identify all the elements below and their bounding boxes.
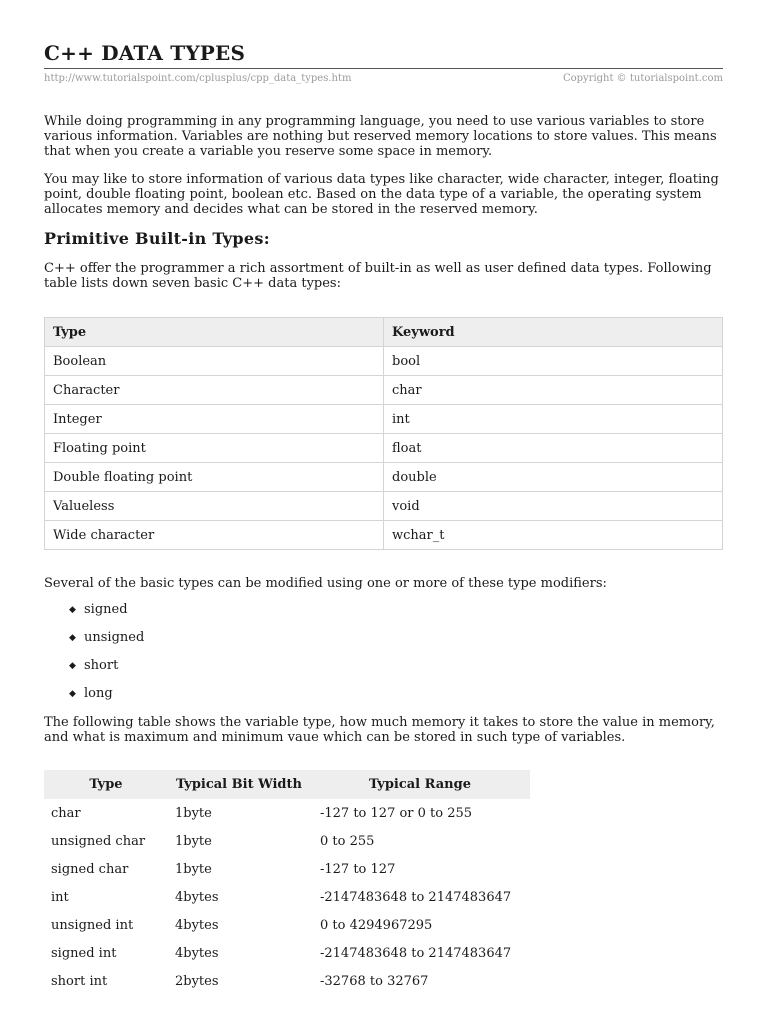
bit-width-cell: 2bytes (175, 973, 219, 989)
column-header-range: Typical Range (310, 770, 530, 799)
type-cell: char (51, 805, 81, 821)
range-cell: -127 to 127 or 0 to 255 (320, 805, 473, 821)
bullet-icon: ◆ (69, 605, 76, 615)
table-row (45, 521, 723, 550)
bit-width-cell: 4bytes (175, 889, 219, 905)
bullet-icon: ◆ (69, 633, 76, 643)
table-row (45, 405, 723, 434)
table-row (44, 911, 530, 939)
table-row (45, 376, 723, 405)
list-item (44, 596, 144, 624)
type-cell: unsigned int (51, 917, 134, 933)
intro-paragraph-1: While doing programming in any programming language, you need to use various variables to store various information. Variables are nothing but reserved memory locations to store values. This means that when you create a variable you reserve some space in memory. (44, 114, 717, 159)
section-heading: Primitive Built-in Types: (44, 229, 270, 248)
source-url-link[interactable]: http://www.tutorialspoint.com/cplusplus/cpp_data_types.htm (44, 73, 352, 84)
column-header-bit-width: Typical Bit Width (168, 770, 310, 799)
list-item (44, 652, 144, 680)
range-cell: -32768 to 32767 (320, 973, 429, 989)
type-cell: Valueless (45, 492, 384, 521)
table-row (44, 799, 530, 827)
keyword-cell: wchar_t (384, 521, 723, 550)
modifier-label: long (84, 686, 113, 701)
type-cell: Wide character (45, 521, 384, 550)
range-cell: -2147483648 to 2147483647 (320, 945, 512, 961)
column-header-keyword: Keyword (384, 318, 723, 347)
bit-width-cell: 1byte (175, 833, 212, 849)
keyword-cell: float (384, 434, 723, 463)
bit-width-cell: 1byte (175, 805, 212, 821)
range-cell: -2147483648 to 2147483647 (320, 889, 512, 905)
type-cell: Character (45, 376, 384, 405)
list-item (44, 680, 144, 708)
title-divider (44, 68, 723, 69)
table-row (44, 883, 530, 911)
range-cell: -127 to 127 (320, 861, 396, 877)
range-cell: 0 to 255 (320, 833, 375, 849)
source-line (44, 72, 723, 85)
bullet-icon: ◆ (69, 661, 76, 671)
keyword-cell: double (384, 463, 723, 492)
ranges-intro: The following table shows the variable type, how much memory it takes to store the value in memory, and what is maximum and minimum vaue which can be stored in such type of variables. (44, 715, 715, 745)
type-cell: signed char (51, 861, 129, 877)
column-header-type: Type (45, 318, 384, 347)
type-cell: Floating point (45, 434, 384, 463)
table-header-row (44, 770, 530, 799)
keyword-cell: char (384, 376, 723, 405)
table-row (45, 347, 723, 376)
keyword-cell: bool (384, 347, 723, 376)
list-item (44, 624, 144, 652)
keyword-cell: void (384, 492, 723, 521)
modifiers-intro: Several of the basic types can be modified using one or more of these type modifiers: (44, 576, 607, 591)
bit-width-cell: 4bytes (175, 945, 219, 961)
bit-width-cell: 4bytes (175, 917, 219, 933)
type-cell: Double floating point (45, 463, 384, 492)
table-row (44, 827, 530, 855)
modifier-label: signed (84, 602, 128, 617)
table-row (45, 492, 723, 521)
table-row (45, 434, 723, 463)
modifier-label: unsigned (84, 630, 145, 645)
table-row (44, 855, 530, 883)
modifiers-list (44, 596, 144, 708)
modifier-label: short (84, 658, 119, 673)
column-header-type: Type (44, 770, 168, 799)
type-cell: Boolean (45, 347, 384, 376)
bit-width-cell: 1byte (175, 861, 212, 877)
intro-paragraph-2: You may like to store information of various data types like character, wide character, integer, floating point, double floating point, boolean etc. Based on the data type of a variable, the operating system allocates memory and decides what can be stored in the reserved memory. (44, 172, 719, 217)
table-row (45, 463, 723, 492)
table-row (44, 939, 530, 967)
section-paragraph: C++ offer the programmer a rich assortment of built-in as well as user defined data types. Following table lists down seven basic C++ data types: (44, 261, 712, 291)
type-cell: short int (51, 973, 108, 989)
type-cell: signed int (51, 945, 117, 961)
page-title: C++ DATA TYPES (44, 41, 246, 65)
basic-types-table (44, 317, 723, 550)
type-cell: unsigned char (51, 833, 146, 849)
copyright-text: Copyright © tutorialspoint.com (562, 73, 723, 84)
bullet-icon: ◆ (69, 689, 76, 699)
table-header-row (45, 318, 723, 347)
type-cell: Integer (45, 405, 384, 434)
type-cell: int (51, 889, 69, 905)
type-ranges-table (44, 770, 530, 995)
keyword-cell: int (384, 405, 723, 434)
table-row (44, 967, 530, 995)
range-cell: 0 to 4294967295 (320, 917, 433, 933)
